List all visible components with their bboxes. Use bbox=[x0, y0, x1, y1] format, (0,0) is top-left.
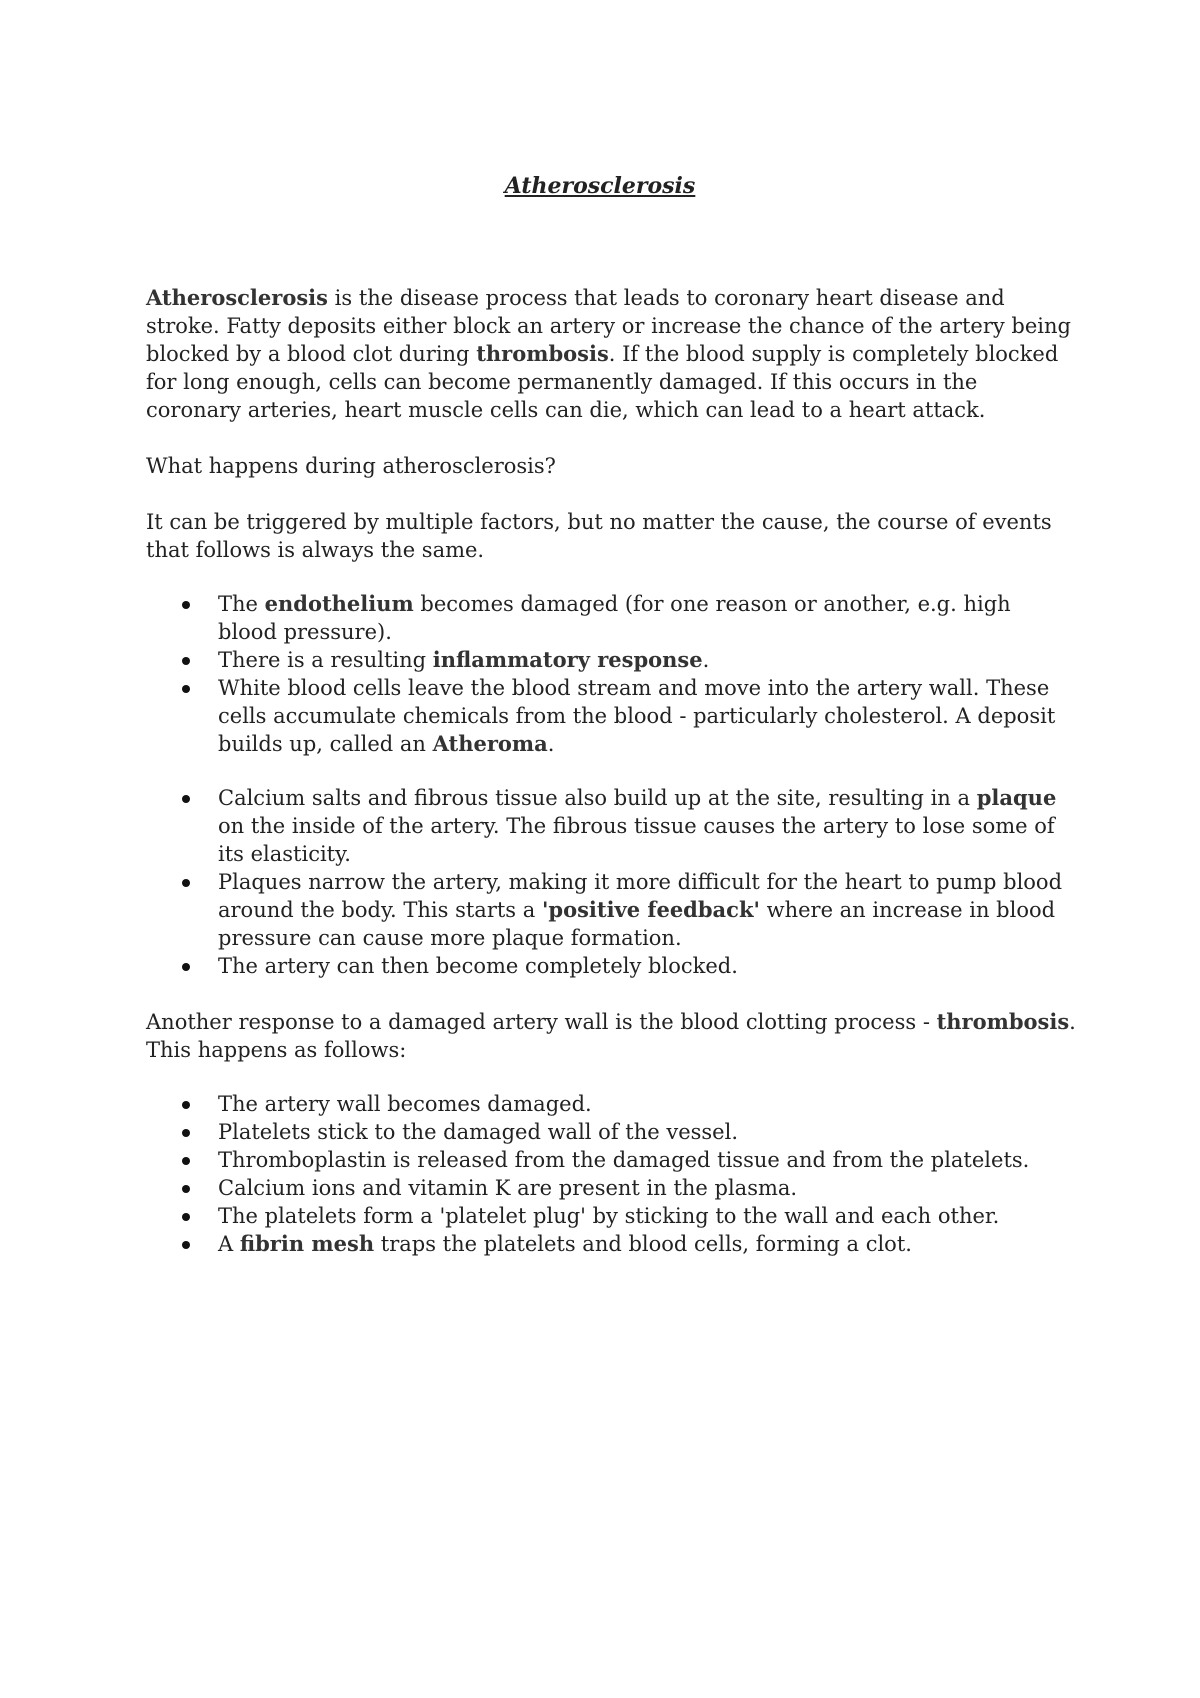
step-text: The artery can then become completely blocked. bbox=[218, 954, 738, 978]
step-keyword: inflammatory response bbox=[432, 647, 703, 672]
list-item bbox=[218, 1090, 1076, 1118]
list-item bbox=[218, 646, 1076, 674]
thrombosis-intro-paragraph bbox=[146, 1008, 1076, 1064]
step-text: Calcium salts and fibrous tissue also build up at the site, resulting in a bbox=[218, 786, 977, 810]
step-keyword: 'positive feedback' bbox=[541, 897, 760, 922]
thrombosis-intro-text: Another response to a damaged artery wall is the blood clotting process - bbox=[146, 1010, 937, 1034]
intro-text-2: . If the blood supply is completely blocked for long enough, cells can become permanently damaged. If this occurs in the coronary arteries, heart muscle cells can die, which can lead to a heart attack. bbox=[146, 342, 1059, 422]
step-text: traps the platelets and blood cells, forming a clot. bbox=[374, 1232, 912, 1256]
list-item bbox=[218, 1202, 1076, 1230]
list-item bbox=[218, 1174, 1076, 1202]
step-text: There is a resulting bbox=[218, 648, 433, 672]
intro-text-1: is the disease process that leads to coronary heart disease and stroke. Fatty deposits either block an artery or increase the chance of the artery being blocked by a blood clot during bbox=[146, 286, 1071, 366]
step-text: A bbox=[218, 1232, 240, 1256]
step-keyword: endothelium bbox=[264, 591, 414, 616]
step-keyword: Atheroma bbox=[432, 731, 548, 756]
list-item bbox=[218, 952, 1076, 980]
step-text: Calcium ions and vitamin K are present in the plasma. bbox=[218, 1176, 798, 1200]
step-text: where an increase in blood pressure can cause more plaque formation. bbox=[218, 898, 1056, 950]
intro-paragraph bbox=[146, 284, 1076, 424]
step-keyword: fibrin mesh bbox=[239, 1231, 375, 1256]
step-text: Platelets stick to the damaged wall of the vessel. bbox=[218, 1120, 738, 1144]
step-text: The bbox=[218, 592, 265, 616]
step-text: The artery wall becomes damaged. bbox=[218, 1092, 592, 1116]
step-text: The platelets form a 'platelet plug' by sticking to the wall and each other. bbox=[218, 1204, 1000, 1228]
list-item bbox=[218, 1230, 1076, 1258]
step-text: on the inside of the artery. The fibrous tissue causes the artery to lose some of its elasticity. bbox=[218, 814, 1055, 866]
document-body bbox=[146, 284, 1076, 1258]
thrombosis-term: thrombosis bbox=[936, 1009, 1070, 1034]
page-title: Atherosclerosis bbox=[504, 173, 696, 199]
step-keyword: plaque bbox=[976, 785, 1057, 810]
intro-term-2: thrombosis bbox=[476, 341, 609, 366]
list-item bbox=[218, 674, 1076, 758]
step-text: . bbox=[702, 648, 710, 672]
step-text: becomes damaged (for one reason or another, e.g. high blood pressure). bbox=[218, 592, 1011, 644]
step-text: Thromboplastin is released from the damaged tissue and from the platelets. bbox=[218, 1148, 1030, 1172]
list-item bbox=[218, 1146, 1076, 1174]
atherosclerosis-steps-list bbox=[146, 590, 1076, 980]
trigger-paragraph: It can be triggered by multiple factors, but no matter the cause, the course of events that follows is always the same. bbox=[146, 510, 1052, 562]
list-item bbox=[218, 1118, 1076, 1146]
clotting-steps-list bbox=[146, 1090, 1076, 1258]
step-text: Plaques narrow the artery, making it more difficult for the heart to pump blood around the body. This starts a bbox=[218, 870, 1063, 922]
list-item bbox=[218, 590, 1076, 646]
list-item bbox=[218, 868, 1076, 952]
thrombosis-intro-text: . This happens as follows: bbox=[146, 1010, 1076, 1062]
question-heading: What happens during atherosclerosis? bbox=[146, 454, 556, 478]
step-text: White blood cells leave the blood stream and move into the artery wall. These cells accumulate chemicals from the blood - particularly cholesterol. A deposit builds up, called an bbox=[218, 676, 1056, 756]
intro-term: Atherosclerosis bbox=[146, 285, 328, 310]
list-item bbox=[218, 784, 1076, 868]
step-text: . bbox=[547, 732, 555, 756]
